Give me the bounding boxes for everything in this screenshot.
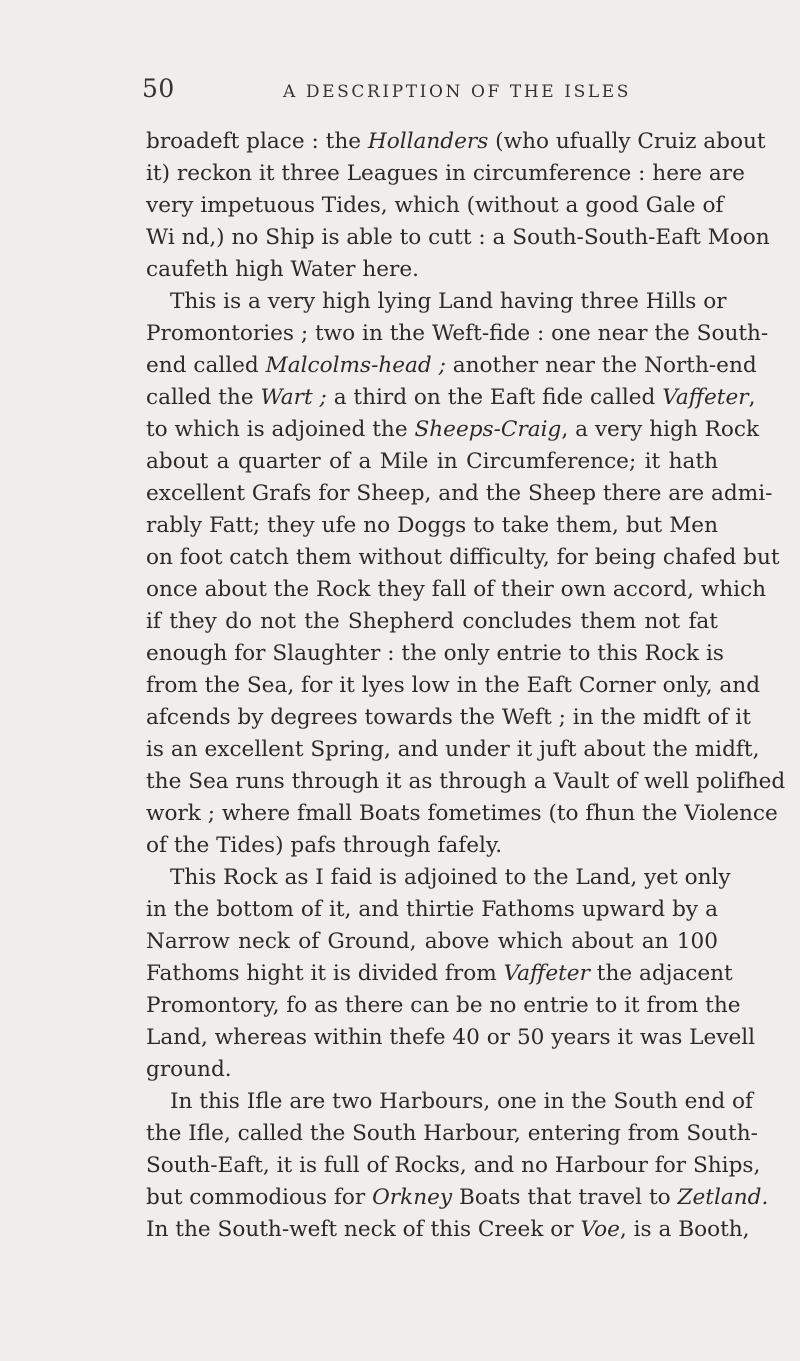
text-line [146, 670, 761, 702]
page-number: 50 [142, 74, 175, 103]
italic-text: Malcolms-head ; [265, 353, 446, 378]
text-line [146, 574, 767, 606]
text-line [146, 1054, 718, 1086]
text-line [146, 222, 770, 254]
text-line [146, 958, 733, 990]
text-line [146, 894, 718, 926]
text-run: very impetuous Tides, which (without a good Gale of [146, 193, 724, 218]
text-run: , [748, 385, 756, 410]
text-run: on foot catch them without difficulty, for being chafed but [146, 545, 780, 570]
text-run: , is a Booth, [619, 1217, 750, 1242]
text-line [146, 414, 760, 446]
text-run: to which is adjoined the [146, 417, 415, 442]
italic-text: Voe [580, 1217, 620, 1242]
text-run: ground. [146, 1057, 232, 1082]
text-run: the adjacent [589, 961, 733, 986]
text-run: if they do not the Shepherd concludes them not fat [146, 609, 718, 634]
body-text [146, 126, 786, 1246]
text-run: In the South-weft neck of this Creek or [146, 1217, 581, 1242]
text-run: from the Sea, for it lyes low in the Eaft Corner only, and [146, 673, 761, 698]
text-line [146, 1214, 750, 1246]
italic-text: Vaffeter [503, 961, 590, 986]
text-line [146, 542, 780, 574]
text-run: Land, whereas within thefe 40 or 50 years it was Levell [146, 1025, 756, 1050]
text-line [146, 318, 769, 350]
text-run: Boats that travel to [452, 1185, 678, 1210]
text-run: it) reckon it three Leagues in circumference : here are [146, 161, 745, 186]
text-line [146, 1022, 756, 1054]
italic-text: Sheeps-Craig [414, 417, 562, 442]
text-run: of the Tides) pafs through fafely. [146, 833, 503, 858]
text-line [146, 286, 727, 318]
italic-text: Zetland. [677, 1185, 769, 1210]
text-run: is an excellent Spring, and under it juft about the midft, [146, 737, 760, 762]
text-run: a third on the Eaft fide called [326, 385, 663, 410]
text-line [146, 446, 718, 478]
text-run: rably Fatt; they ufe no Doggs to take them, but Men [146, 513, 718, 538]
text-run: but commodious for [146, 1185, 373, 1210]
text-run: enough for Slaughter : the only entrie to this Rock is [146, 641, 724, 666]
text-line [146, 1182, 769, 1214]
text-run: Promontory, fo as there can be no entrie to it from the [146, 993, 741, 1018]
text-line [146, 766, 786, 798]
text-line [146, 1150, 761, 1182]
page-header [142, 74, 702, 108]
text-run: the Ifle, called the South Harbour, entering from South- [146, 1121, 758, 1146]
italic-text: Orkney [372, 1185, 453, 1210]
text-run: in the bottom of it, and thirtie Fathoms upward by a [146, 897, 718, 922]
italic-text: Hollanders [367, 129, 489, 154]
text-line [146, 478, 773, 510]
italic-text: Wart ; [260, 385, 327, 410]
text-run: This is a very high lying Land having three Hills or [170, 289, 727, 314]
text-run: end called [146, 353, 266, 378]
text-run: about a quarter of a Mile in Circumference; it hath [146, 449, 718, 474]
text-line [146, 510, 718, 542]
text-run: afcends by degrees towards the Weft ; in the midft of it [146, 705, 751, 730]
text-line [146, 926, 718, 958]
text-line [146, 254, 718, 286]
text-line [146, 126, 766, 158]
text-line [146, 1086, 754, 1118]
text-line [146, 158, 745, 190]
text-line [146, 638, 724, 670]
text-run: , a very high Rock [561, 417, 760, 442]
running-head: A DESCRIPTION OF THE ISLES [283, 82, 632, 102]
text-run: called the [146, 385, 261, 410]
text-line [146, 830, 718, 862]
text-line [146, 798, 778, 830]
text-run: caufeth high Water here. [146, 257, 419, 282]
text-line [146, 190, 724, 222]
text-run: once about the Rock they fall of their own accord, which [146, 577, 767, 602]
text-run: In this Ifle are two Harbours, one in the South end of [170, 1089, 754, 1114]
text-run: broadeft place : the [146, 129, 368, 154]
text-run: Fathoms hight it is divided from [146, 961, 504, 986]
text-line [146, 1118, 758, 1150]
text-run: excellent Grafs for Sheep, and the Sheep there are admi- [146, 481, 773, 506]
text-run: Narrow neck of Ground, above which about an 100 [146, 929, 718, 954]
text-line [146, 862, 731, 894]
italic-text: Vaffeter [662, 385, 749, 410]
text-line [146, 350, 757, 382]
text-run: (who ufually Cruiz about [488, 129, 766, 154]
text-line [146, 734, 760, 766]
text-line [146, 382, 756, 414]
text-line [146, 606, 718, 638]
text-line [146, 702, 751, 734]
text-run: Wi nd,) no Ship is able to cutt : a South-South-Eaft Moon [146, 225, 770, 250]
text-run: Promontories ; two in the Weft-fide : one near the South- [146, 321, 769, 346]
text-run: South-Eaft, it is full of Rocks, and no Harbour for Ships, [146, 1153, 761, 1178]
text-line [146, 990, 741, 1022]
text-run: another near the North-end [445, 353, 757, 378]
text-run: work ; where fmall Boats fometimes (to fhun the Violence [146, 801, 778, 826]
text-run: This Rock as I faid is adjoined to the Land, yet only [170, 865, 731, 890]
text-run: the Sea runs through it as through a Vault of well polifhed [146, 769, 786, 794]
